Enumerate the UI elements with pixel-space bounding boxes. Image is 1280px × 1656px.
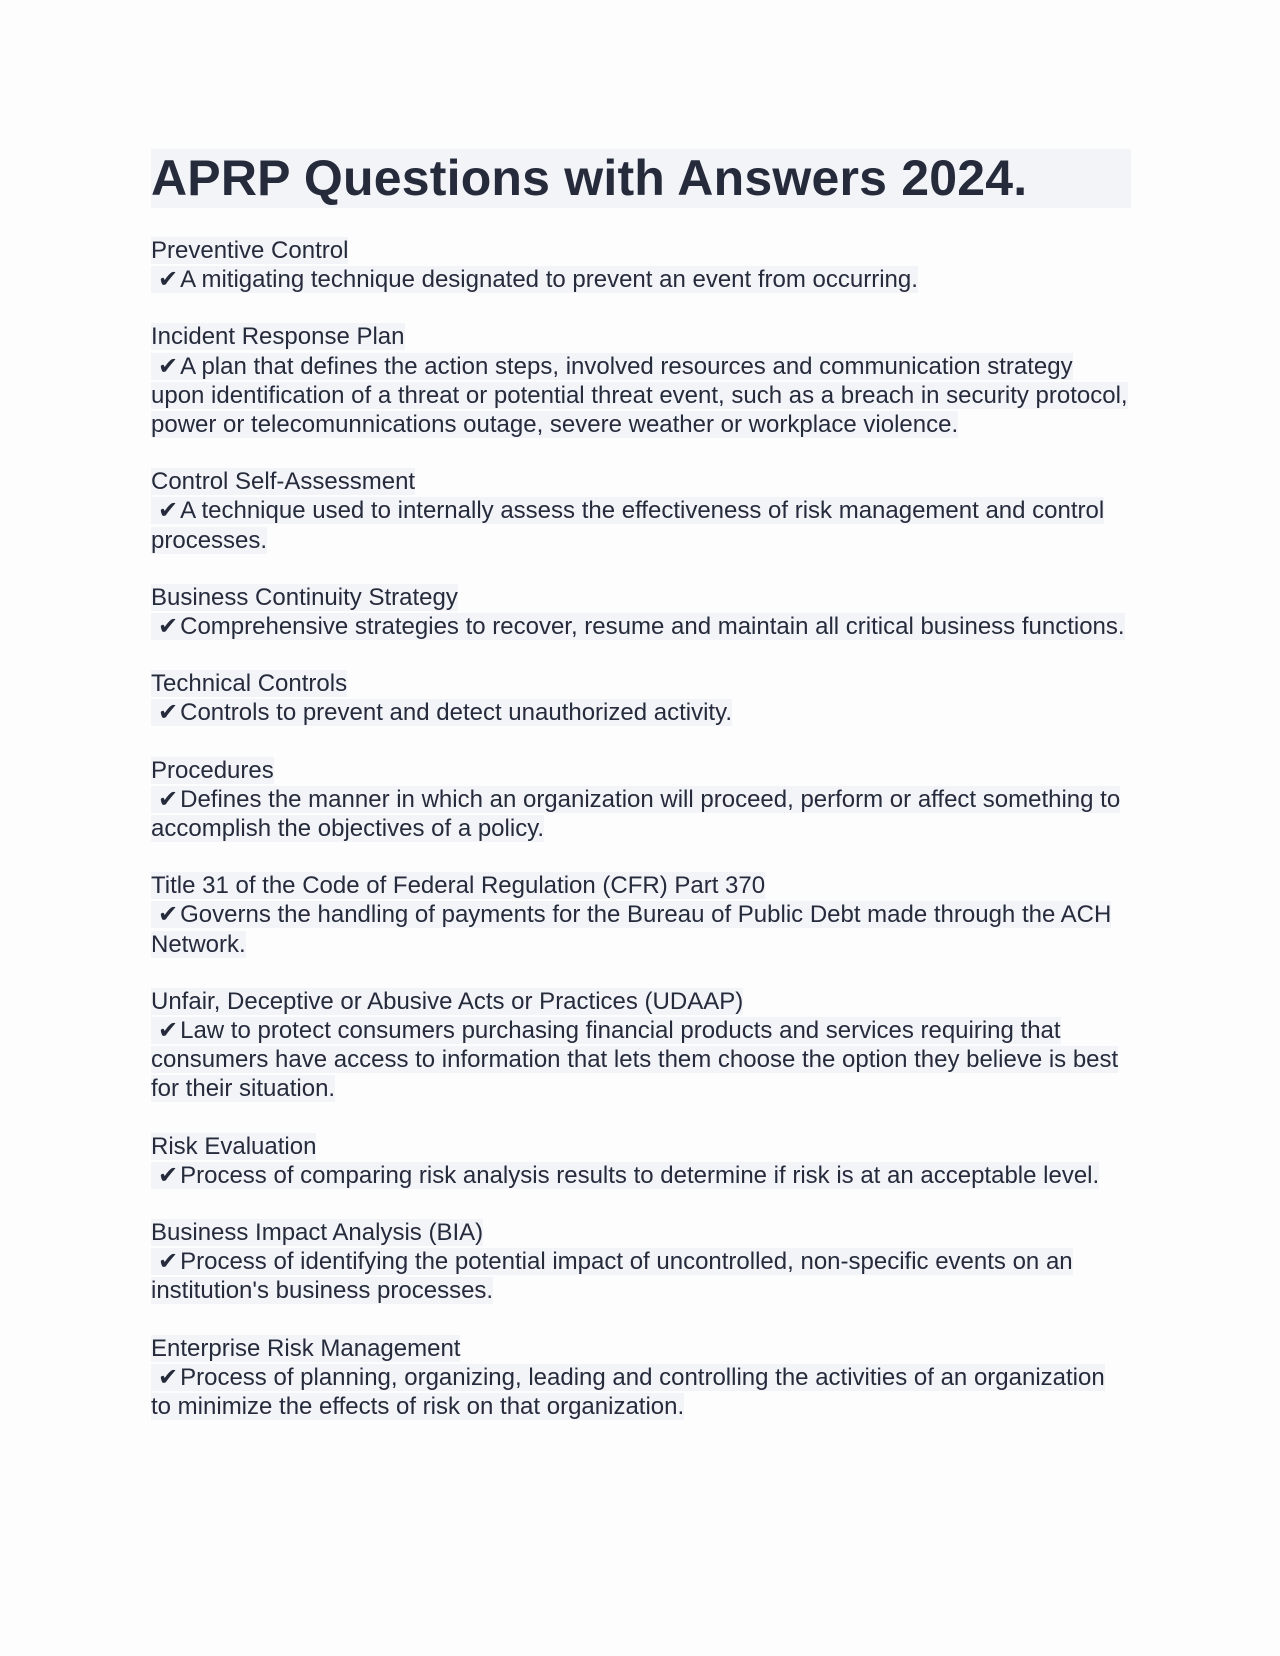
check-mark-icon: ✔ — [158, 266, 179, 294]
qa-item — [151, 322, 1131, 439]
qa-answer: Process of comparing risk analysis results to determine if risk is at an acceptable level. — [180, 1161, 1100, 1189]
qa-answer: A mitigating technique designated to prevent an event from occurring. — [180, 266, 918, 294]
qa-term: Enterprise Risk Management — [151, 1334, 461, 1362]
qa-term: Preventive Control — [151, 237, 349, 264]
check-mark-icon: ✔ — [158, 352, 179, 380]
qa-item — [151, 583, 1131, 641]
qa-answer: A plan that defines the action steps, involved resources and communication strategy upon identification of a threat or potential threat event, such as a breach in security protocol, power or telecomunnications outage, severe weather or workplace violence. — [151, 352, 1128, 439]
qa-item — [151, 467, 1131, 555]
check-mark-icon: ✔ — [158, 699, 179, 727]
qa-term: Incident Response Plan — [151, 323, 405, 351]
qa-answer: Process of identifying the potential impact of uncontrolled, non-specific events on an institution's business processes. — [151, 1248, 1073, 1305]
check-mark-icon: ✔ — [158, 785, 179, 813]
qa-item — [151, 871, 1131, 959]
qa-item — [151, 236, 1131, 294]
page-title: APRP Questions with Answers 2024. — [151, 149, 1131, 208]
qa-item — [151, 1334, 1131, 1422]
qa-term: Technical Controls — [151, 670, 348, 698]
qa-answer: Law to protect consumers purchasing financial products and services requiring that consumers have access to information that lets them choose the option they believe is best for their situation. — [151, 1017, 1119, 1103]
qa-term: Unfair, Deceptive or Abusive Acts or Practices (UDAAP) — [151, 987, 744, 1015]
qa-item — [151, 987, 1131, 1104]
qa-list — [151, 236, 1131, 1421]
qa-answer: Process of planning, organizing, leading and controlling the activities of an organization to minimize the effects of risk on that organization. — [151, 1363, 1105, 1421]
check-mark-icon: ✔ — [158, 901, 179, 929]
check-mark-icon: ✔ — [158, 497, 179, 525]
check-mark-icon: ✔ — [158, 1017, 179, 1045]
document-page — [151, 149, 1131, 1449]
qa-answer: A technique used to internally assess the effectiveness of risk management and control processes. — [151, 497, 1105, 554]
qa-answer: Controls to prevent and detect unauthorized activity. — [180, 699, 732, 727]
qa-answer: Governs the handling of payments for the Bureau of Public Debt made through the ACH Network. — [151, 901, 1112, 958]
qa-term: Control Self-Assessment — [151, 468, 416, 496]
check-mark-icon: ✔ — [158, 1248, 179, 1276]
check-mark-icon: ✔ — [158, 1161, 179, 1189]
check-mark-icon: ✔ — [158, 613, 179, 641]
qa-item — [151, 756, 1131, 844]
qa-answer: Defines the manner in which an organization will proceed, perform or affect something to accomplish the objectives of a policy. — [151, 785, 1121, 843]
qa-item — [151, 1132, 1131, 1190]
qa-item — [151, 669, 1131, 727]
qa-answer: Comprehensive strategies to recover, resume and maintain all critical business functions. — [180, 613, 1125, 641]
qa-item — [151, 1218, 1131, 1306]
qa-term: Business Impact Analysis (BIA) — [151, 1219, 484, 1247]
qa-term: Business Continuity Strategy — [151, 583, 458, 611]
check-mark-icon: ✔ — [158, 1363, 179, 1391]
qa-term: Risk Evaluation — [151, 1132, 317, 1160]
qa-term: Title 31 of the Code of Federal Regulation (CFR) Part 370 — [151, 872, 766, 900]
qa-term: Procedures — [151, 756, 274, 784]
